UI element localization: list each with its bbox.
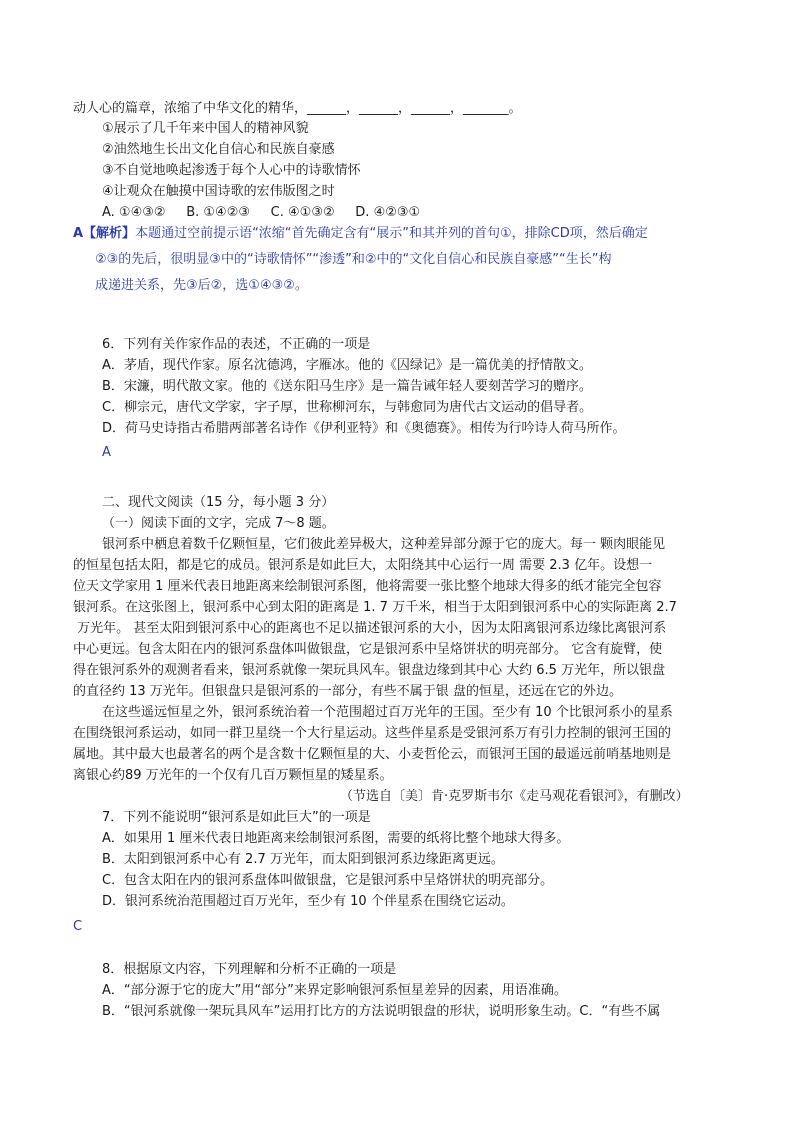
- q7-stem: 7．下列不能说明“银河系是如此巨大”的一项是: [102, 810, 371, 825]
- para1-line-2: 的恒星包括太阳，都是它的成员。银河系是如此巨大，太阳绕其中心运行一周 需要 2.3 亿年。设想一: [73, 558, 653, 573]
- q8-option-b: B．“银河系就像一架玩具风车”运用打比方的方法说明银盘的形状，说明形象生动。C．“有些不属: [102, 1004, 661, 1019]
- para2-line-1: 在这些遥远恒星之外，银河系统治着一个范围超过百万光年的王国。至少有 10 个比银河系小的星系: [102, 705, 673, 720]
- para2-line-3: 属地。其中最大也最著名的两个是含数十亿颗恒星的大、小麦哲伦云，而银河王国的最遥远前哨基地则是: [73, 747, 672, 762]
- q5-analysis-line-3: 成递进关系，先③后②，选①④③②。: [95, 278, 308, 293]
- q5-options: A. ①④③② B. ①④②③ C. ④①③② D. ④②③①: [102, 205, 421, 220]
- q5-item-3: ③不自觉地唤起渗透于每个人心中的诗歌情怀: [102, 163, 361, 178]
- q6-answer: A: [102, 445, 111, 460]
- q6-option-d: D．荷马史诗指古希腊两部著名诗作《伊利亚特》和《奥德赛》。相传为行吟诗人荷马所作。: [102, 421, 626, 436]
- q5-analysis-line-1: [73, 225, 648, 243]
- q7-option-a: A．如果用 1 厘米代表日地距离来绘制银河系图，需要的纸将比整个地球大得多。: [102, 831, 570, 846]
- q6-stem: 6．下列有关作家作品的表述，不正确的一项是: [102, 337, 371, 352]
- q6-option-b: B．宋濂，明代散文家。他的《送东阳马生序》是一篇告诫年轻人要刻苦学习的赠序。: [102, 379, 592, 394]
- para2-line-4: 离银心约89 万光年的一个仅有几百万颗恒星的矮星系。: [73, 768, 393, 783]
- para1-line-7: 得在银河系外的观测者看来，银河系就像一架玩具风车。银盘边缘到其中心 大约 6.5 万光年，所以银盘: [73, 663, 666, 678]
- q6-option-c: C．柳宗元，唐代文学家，字子厚，世称柳河东，与韩愈同为唐代古文运动的倡导者。: [102, 400, 593, 415]
- q5-item-1: ①展示了几千年来中国人的精神风貌: [102, 121, 309, 136]
- para1-line-3: 位天文学家用 1 厘米代表日地距离来绘制银河系图，他将需要一张比整个地球大得多的纸才能完全包容: [73, 579, 662, 594]
- q7-answer: C: [73, 919, 83, 934]
- q8-stem: 8．根据原文内容，下列理解和分析不正确的一项是: [102, 962, 397, 977]
- para1-line-4: 银河系。在这张图上，银河系中心到太阳的距离是 1. 7 万千米，相当于太阳到银河系中心的实际距离 2.7: [73, 600, 677, 615]
- q8-option-a: A．“部分源于它的庞大”用“部分”来界定影响银河系恒星差异的因素，用语准确。: [102, 983, 567, 998]
- analysis-tag: A【解析】: [73, 226, 136, 241]
- q5-intro-text: 动人心的篇章，浓缩了中华文化的精华，______，______，______，_______。: [73, 101, 522, 116]
- q5-analysis-line-2: ②③的先后，很明显③中的“诗歌情怀”“渗透”和②中的“文化自信心和民族自豪感”“生长”构: [95, 252, 612, 267]
- para1-line-6: 中心更远。包含太阳在内的银河系盘体叫做银盘，它是银河系中呈烙饼状的明亮部分。 它含有旋臂，使: [73, 642, 663, 657]
- para1-line-8: 的直径约 13 万光年。但银盘只是银河系的一部分，有些不属于银 盘的恒星，还远在它的外边。: [73, 684, 622, 699]
- para1-line-1: 银河系中栖息着数千亿颗恒星，它们彼此差异极大，这种差异部分源于它的庞大。每一 颗肉眼能见: [102, 537, 666, 552]
- part2-heading: 二、现代文阅读（15 分，每小题 3 分）: [102, 495, 335, 510]
- q6-option-a: A．茅盾，现代作家。原名沈德鸿，字雁冰。他的《囚绿记》是一篇优美的抒情散文。: [102, 358, 592, 373]
- q5-item-4: ④让观众在触摸中国诗歌的宏伟版图之时: [102, 184, 335, 199]
- part2-subheading: （一）阅读下面的文字，完成 7～8 题。: [102, 516, 335, 531]
- para1-line-5: 万光年。 甚至太阳到银河系中心的距离也不足以描述银河系的大小，因为太阳离银河系边缘比离银河系: [73, 621, 667, 636]
- q5-item-2: ②油然地生长出文化自信心和民族自豪感: [102, 142, 335, 157]
- passage-source: （节选自〔美〕肯·克罗斯韦尔《走马观花看银河》，有删改）: [340, 789, 689, 804]
- para2-line-2: 在围绕银河系运动，如同一群卫星绕一个大行星运动。这些伴星系是受银河系万有引力控制的银河王国的: [73, 726, 672, 741]
- q7-option-b: B．太阳到银河系中心有 2.7 万光年，而太阳到银河系边缘距离更远。: [102, 852, 504, 867]
- q7-option-c: C．包含太阳在内的银河系盘体叫做银盘，它是银河系中呈烙饼状的明亮部分。: [102, 873, 554, 888]
- analysis-text-1: 本题通过空前提示语“浓缩“首先确定含有“展示”和其并列的首句①，排除CD项，然后确定: [135, 226, 648, 241]
- q7-option-d: D．银河系统治范围超过百万光年，至少有 10 个伴星系在围绕它运动。: [102, 894, 514, 909]
